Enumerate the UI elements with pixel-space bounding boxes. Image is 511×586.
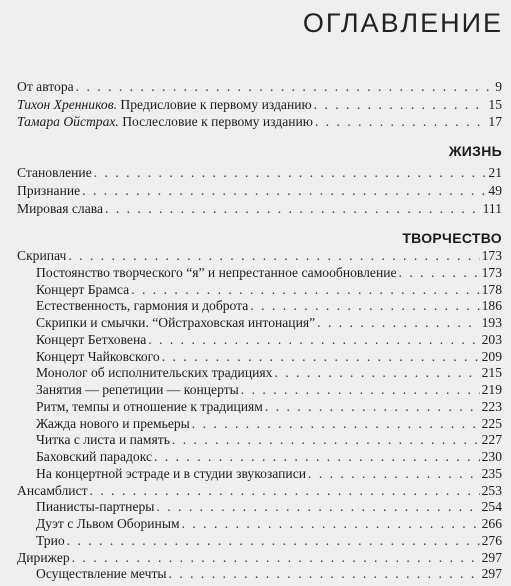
toc-entry — [0, 164, 502, 182]
toc-entry-label: Баховский парадокс — [36, 449, 152, 464]
toc-entry-label: Тихон Хренников. Предисловие к первому изданию — [17, 97, 312, 112]
toc-entry — [0, 247, 502, 265]
toc-entry-label: Занятия — репетиции — концерты — [36, 382, 239, 397]
toc-entry-page: 235 — [481, 465, 502, 481]
toc-entry-page: 266 — [481, 516, 502, 531]
leader-dots — [182, 515, 480, 533]
toc-entry-author: Тихон Хренников. — [17, 97, 118, 112]
leader-dots — [72, 549, 480, 567]
leader-dots — [90, 482, 480, 500]
toc-entry-label: Ритм, темпы и отношение к традициям — [36, 398, 263, 414]
toc-entry-label: Скрипач — [17, 248, 67, 263]
toc-entry-label: От автора — [17, 79, 74, 94]
toc-entry — [0, 348, 502, 366]
toc-entry-from-author — [0, 78, 502, 96]
toc-entry-page: 193 — [481, 315, 502, 330]
leader-dots — [315, 113, 486, 131]
toc-entry-page: 219 — [481, 382, 502, 397]
toc-entry-label: Мировая слава — [17, 201, 104, 216]
toc-entry — [0, 448, 502, 466]
leader-dots — [148, 331, 479, 349]
toc-entry-label: Осуществление мечты — [36, 566, 167, 582]
toc-entry-page: 203 — [481, 331, 502, 347]
toc-entry-label: Пианисты-партнеры — [36, 499, 155, 515]
toc-entry-label: Дирижер — [17, 549, 70, 565]
leader-dots — [67, 532, 480, 550]
toc-entry — [0, 381, 502, 399]
toc-entry-page: 297 — [481, 566, 502, 582]
toc-entry — [0, 364, 502, 382]
leader-dots — [241, 381, 480, 399]
leader-dots — [192, 415, 480, 433]
toc-entry — [0, 297, 502, 315]
toc-entry-label: Признание — [17, 183, 81, 198]
leader-dots — [250, 297, 479, 315]
leader-dots — [131, 281, 479, 299]
toc-entry — [0, 549, 502, 567]
leader-dots — [82, 182, 486, 200]
toc-entry-page: 15 — [488, 97, 502, 112]
toc-entry-page: 21 — [488, 165, 502, 180]
toc-entry — [0, 398, 502, 416]
toc-entry — [0, 264, 502, 282]
toc-entry-page: 17 — [488, 114, 502, 129]
toc-entry — [0, 182, 502, 200]
leader-dots — [94, 164, 487, 182]
toc-entry-label: Скрипки и смычки. “Ойстраховская интонация” — [36, 315, 316, 330]
section-heading-life: ЖИЗНЬ — [448, 143, 502, 159]
toc-entry — [0, 532, 502, 550]
toc-entry-page: 254 — [481, 499, 502, 515]
toc-entry-label: Жажда нового и премьеры — [36, 415, 190, 431]
toc-entry-page: 186 — [481, 298, 502, 314]
leader-dots — [162, 348, 480, 366]
toc-entry-page: 227 — [481, 432, 502, 448]
toc-entry-afterword — [0, 113, 502, 131]
toc-entry — [0, 482, 502, 500]
toc-entry-label: Трио — [36, 532, 65, 548]
toc-entry — [0, 515, 502, 533]
toc-entry-page: 253 — [481, 482, 502, 498]
leader-dots — [317, 314, 479, 332]
leader-dots — [169, 565, 480, 583]
leader-dots — [314, 96, 487, 114]
toc-entry-author: Тамара Ойстрах. — [17, 114, 119, 129]
leader-dots — [265, 398, 480, 416]
leader-dots — [76, 78, 494, 96]
leader-dots — [68, 247, 479, 265]
toc-entry-label: Дуэт с Львом Обориным — [36, 516, 180, 531]
toc-entry-page: 49 — [488, 183, 502, 198]
toc-entry-page: 178 — [481, 281, 502, 297]
leader-dots — [156, 498, 479, 516]
toc-entry-label: Тамара Ойстрах. Послесловие к первому изданию — [17, 114, 313, 129]
toc-entry-label: Читка с листа и память — [36, 432, 170, 448]
leader-dots — [274, 364, 479, 382]
toc-entry-page: 230 — [481, 449, 502, 464]
leader-dots — [154, 448, 480, 466]
leader-dots — [105, 200, 481, 218]
toc-entry — [0, 331, 502, 349]
toc-entry-label: На концертной эстраде и в студии звукозаписи — [36, 465, 307, 481]
leader-dots — [172, 431, 480, 449]
toc-entry-page: 173 — [481, 248, 502, 263]
toc-entry-page: 173 — [481, 264, 502, 280]
toc-entry-page: 276 — [481, 532, 502, 548]
toc-entry — [0, 281, 502, 299]
toc-entry-label: Становление — [17, 165, 92, 180]
toc-entry — [0, 498, 502, 516]
toc-entry-page: 225 — [481, 415, 502, 431]
toc-entry-label: Концерт Брамса — [36, 281, 130, 297]
toc-entry-label: Ансамблист — [17, 482, 88, 498]
toc-entry-label: Монолог об исполнительских традициях — [36, 365, 273, 381]
leader-dots — [308, 465, 480, 483]
toc-entry — [0, 565, 502, 583]
toc-entry-label: Концерт Чайковского — [36, 348, 160, 364]
toc-entry-label: Концерт Бетховена — [36, 331, 147, 347]
toc-entry — [0, 431, 502, 449]
toc-entry — [0, 314, 502, 332]
toc-entry-page: 209 — [481, 348, 502, 364]
toc-entry-label: Постоянство творческого “я” и непрестанное самообновление — [36, 264, 397, 280]
toc-entry — [0, 415, 502, 433]
page-title: ОГЛАВЛЕНИЕ — [302, 8, 503, 38]
toc-entry-page: 215 — [481, 365, 502, 381]
toc-entry-page: 297 — [481, 549, 502, 565]
toc-entry — [0, 465, 502, 483]
toc-entry-page: 9 — [495, 79, 502, 94]
section-heading-work: ТВОРЧЕСТВО — [402, 230, 502, 246]
leader-dots — [399, 264, 480, 282]
toc-entry-preface — [0, 96, 502, 114]
toc-entry-page: 111 — [482, 201, 502, 216]
toc-entry — [0, 200, 502, 218]
toc-entry-page: 223 — [481, 398, 502, 414]
toc-entry-label: Естественность, гармония и доброта — [36, 298, 249, 314]
